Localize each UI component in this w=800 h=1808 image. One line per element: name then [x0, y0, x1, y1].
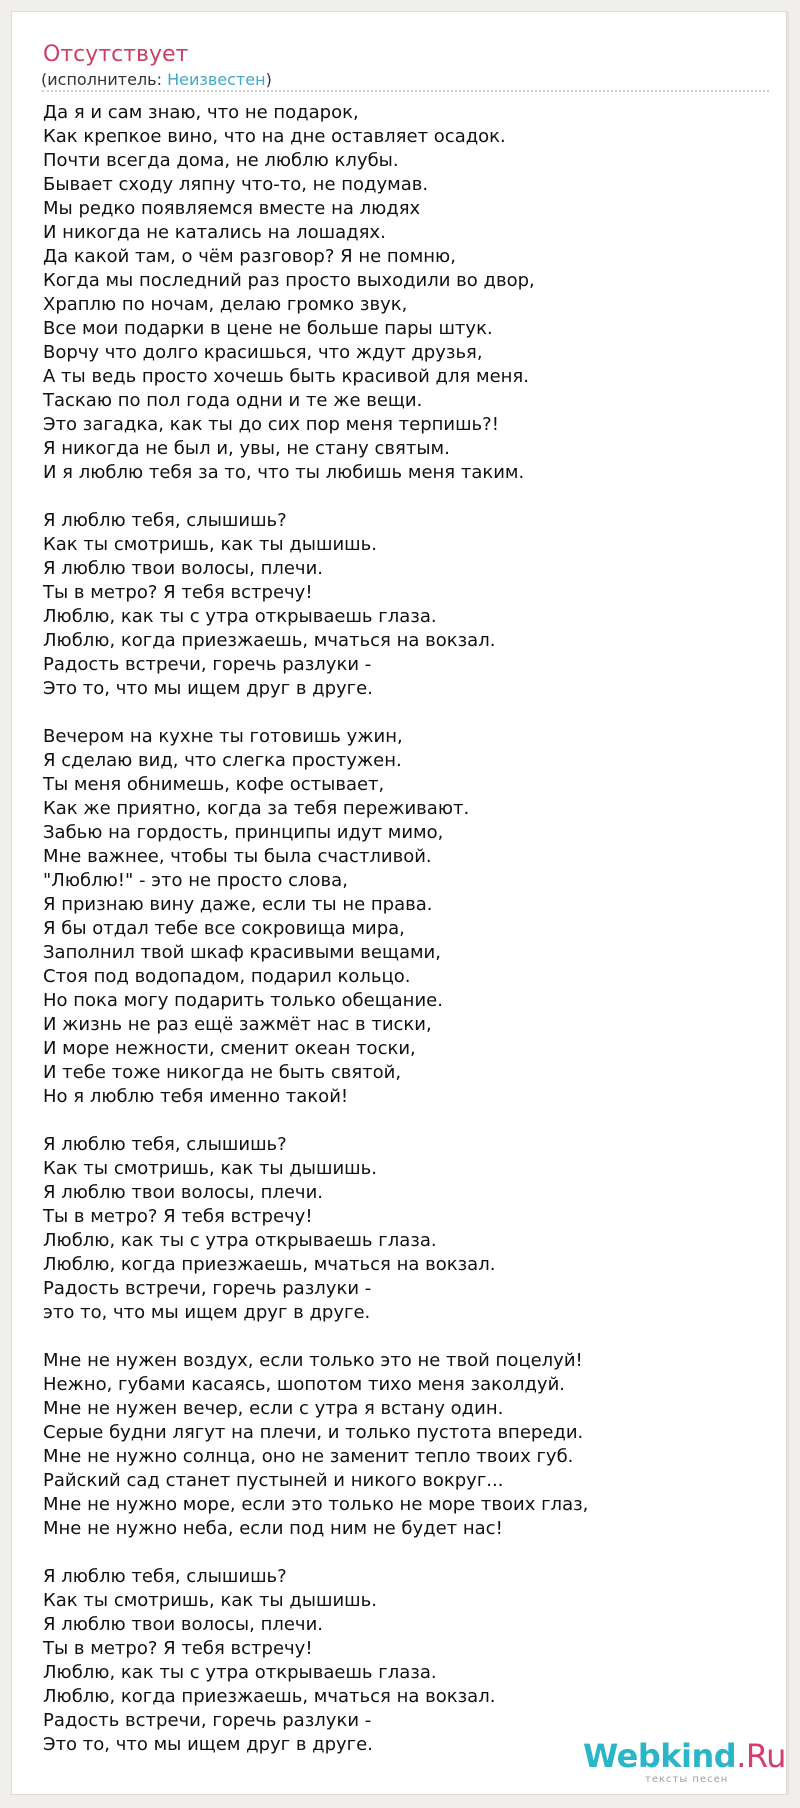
- artist-prefix: (исполнитель:: [41, 70, 168, 89]
- lyric-line: Заполнил твой шкаф красивыми вещами,: [43, 942, 441, 963]
- lyric-line: "Люблю!" - это не просто слова,: [43, 870, 348, 891]
- logo-tagline: тексты песен: [645, 1774, 729, 1785]
- lyric-line: Как ты смотришь, как ты дышишь.: [43, 1158, 377, 1179]
- lyric-line: это то, что мы ищем друг в друге.: [43, 1302, 371, 1323]
- lyric-line: Мне не нужно неба, если под ним не будет нас!: [43, 1518, 503, 1539]
- lyric-line: Как ты смотришь, как ты дышишь.: [43, 534, 377, 555]
- lyric-line: И я люблю тебя за то, что ты любишь меня таким.: [43, 462, 525, 483]
- lyric-line: Люблю, когда приезжаешь, мчаться на вокзал.: [43, 1254, 496, 1275]
- artist-suffix: ): [265, 70, 272, 89]
- lyric-line: Мне не нужно солнца, оно не заменит тепло твоих губ.: [43, 1446, 574, 1467]
- lyric-line: Это то, что мы ищем друг в друге.: [43, 1734, 373, 1755]
- lyric-line: Радость встречи, горечь разлуки -: [43, 1278, 372, 1299]
- lyric-line: Таскаю по пол года одни и те же вещи.: [43, 390, 423, 411]
- lyric-line: А ты ведь просто хочешь быть красивой для меня.: [43, 366, 529, 387]
- lyric-line: Я сделаю вид, что слегка простужен.: [43, 750, 402, 771]
- lyric-line: Когда мы последний раз просто выходили во двор,: [43, 270, 535, 291]
- lyric-line: Люблю, как ты с утра открываешь глаза.: [43, 606, 437, 627]
- lyric-line: Мне важнее, чтобы ты была счастливой.: [43, 846, 432, 867]
- title-divider: [42, 90, 769, 92]
- lyric-line: Люблю, когда приезжаешь, мчаться на вокзал.: [43, 1686, 496, 1707]
- lyric-line: Как крепкое вино, что на дне оставляет осадок.: [43, 126, 506, 147]
- lyric-line: Вечером на кухне ты готовишь ужин,: [43, 726, 403, 747]
- artist-link[interactable]: Неизвестен: [167, 70, 266, 89]
- lyrics-stanza: [43, 1133, 763, 1325]
- lyric-line: Это загадка, как ты до сих пор меня терпишь?!: [43, 414, 499, 435]
- lyric-line: Как ты смотришь, как ты дышишь.: [43, 1590, 377, 1611]
- lyric-line: Стоя под водопадом, подарил кольцо.: [43, 966, 411, 987]
- page-shadow: [787, 12, 789, 1795]
- lyric-line: И море нежности, сменит океан тоски,: [43, 1038, 416, 1059]
- lyric-line: Я люблю твои волосы, плечи.: [43, 1182, 323, 1203]
- lyric-line: Люблю, как ты с утра открываешь глаза.: [43, 1662, 437, 1683]
- lyric-line: Радость встречи, горечь разлуки -: [43, 1710, 372, 1731]
- lyrics-page: [11, 11, 787, 1795]
- logo-name: Webkind: [583, 1737, 737, 1775]
- lyric-line: Я люблю тебя, слышишь?: [43, 1566, 287, 1587]
- lyric-line: Я люблю твои волосы, плечи.: [43, 1614, 323, 1635]
- lyric-line: И тебе тоже никогда не быть святой,: [43, 1062, 402, 1083]
- lyric-line: Бывает сходу ляпну что-то, не подумав.: [43, 174, 429, 195]
- lyric-line: Почти всегда дома, не люблю клубы.: [43, 150, 399, 171]
- logo-wordmark: [583, 1737, 786, 1775]
- lyrics-stanza: [43, 1349, 763, 1541]
- lyric-line: Радость встречи, горечь разлуки -: [43, 654, 372, 675]
- site-logo[interactable]: [583, 1737, 786, 1792]
- lyrics-stanza: [43, 1565, 763, 1757]
- lyrics-stanza: [43, 509, 763, 701]
- lyric-line: Мы редко появляемся вместе на людях: [43, 198, 421, 219]
- lyric-line: Райский сад станет пустыней и никого вокруг...: [43, 1470, 504, 1491]
- lyric-line: Нежно, губами касаясь, шопотом тихо меня заколдуй.: [43, 1374, 566, 1395]
- lyric-line: Но я люблю тебя именно такой!: [43, 1086, 349, 1107]
- lyric-line: Люблю, как ты с утра открываешь глаза.: [43, 1230, 437, 1251]
- lyric-line: Ты в метро? Я тебя встречу!: [43, 1638, 313, 1659]
- lyric-line: Я люблю твои волосы, плечи.: [43, 558, 323, 579]
- lyrics-stanza: [43, 725, 763, 1109]
- lyrics-stanza: [43, 101, 763, 485]
- lyric-line: Я люблю тебя, слышишь?: [43, 1134, 287, 1155]
- artist-line: [41, 70, 272, 89]
- lyric-line: Все мои подарки в цене не больше пары штук.: [43, 318, 493, 339]
- lyric-line: Мне не нужен воздух, если только это не твой поцелуй!: [43, 1350, 583, 1371]
- lyric-line: И никогда не катались на лошадях.: [43, 222, 386, 243]
- song-title: Отсутствует: [43, 42, 189, 67]
- lyric-line: Мне не нужен вечер, если с утра я встану один.: [43, 1398, 504, 1419]
- lyric-line: Люблю, когда приезжаешь, мчаться на вокзал.: [43, 630, 496, 651]
- lyric-line: Ты меня обнимешь, кофе остывает,: [43, 774, 385, 795]
- lyric-line: Как же приятно, когда за тебя переживают.: [43, 798, 470, 819]
- lyrics-text: [43, 101, 763, 1757]
- lyric-line: Да какой там, о чём разговор? Я не помню,: [43, 246, 456, 267]
- lyric-line: Мне не нужно море, если это только не море твоих глаз,: [43, 1494, 589, 1515]
- logo-tld: .Ru: [736, 1737, 786, 1775]
- lyric-line: И жизнь не раз ещё зажмёт нас в тиски,: [43, 1014, 432, 1035]
- lyric-line: Я бы отдал тебе все сокровища мира,: [43, 918, 405, 939]
- lyric-line: Я признаю вину даже, если ты не права.: [43, 894, 433, 915]
- lyric-line: Я люблю тебя, слышишь?: [43, 510, 287, 531]
- lyric-line: Забью на гордость, принципы идут мимо,: [43, 822, 444, 843]
- lyric-line: Ты в метро? Я тебя встречу!: [43, 1206, 313, 1227]
- lyric-line: Я никогда не был и, увы, не стану святым.: [43, 438, 450, 459]
- lyric-line: Это то, что мы ищем друг в друге.: [43, 678, 373, 699]
- lyric-line: Ты в метро? Я тебя встречу!: [43, 582, 313, 603]
- lyric-line: Храплю по ночам, делаю громко звук,: [43, 294, 408, 315]
- lyric-line: Да я и сам знаю, что не подарок,: [43, 102, 359, 123]
- lyric-line: Но пока могу подарить только обещание.: [43, 990, 443, 1011]
- lyric-line: Серые будни лягут на плечи, и только пустота впереди.: [43, 1422, 584, 1443]
- lyric-line: Ворчу что долго красишься, что ждут друзья,: [43, 342, 483, 363]
